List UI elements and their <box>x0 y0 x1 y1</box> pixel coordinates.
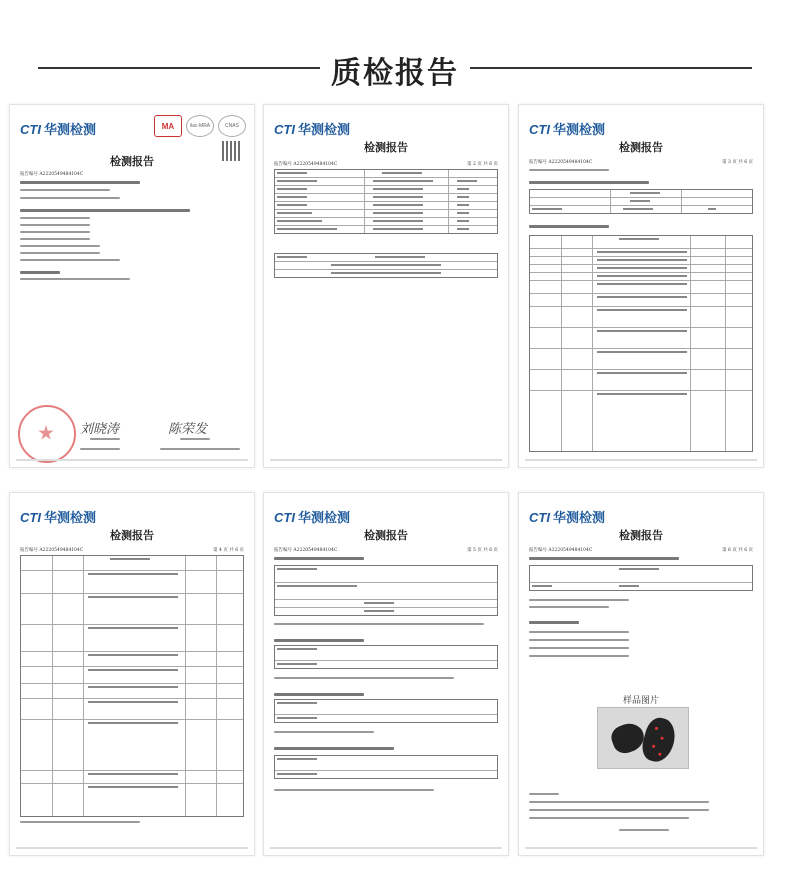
cti-logo: CTI 华测检测 <box>529 510 605 525</box>
report-title: 检测报告 <box>364 141 408 154</box>
section-header <box>0 40 790 90</box>
page-footer <box>525 847 757 849</box>
report-title: 检测报告 <box>619 141 663 154</box>
page-footer <box>525 459 757 461</box>
text-line <box>180 438 210 440</box>
ilac-mark-icon: ilac-MRA <box>186 115 214 137</box>
page-footer <box>16 459 248 461</box>
shoe-image <box>639 715 679 765</box>
text-line <box>20 238 90 240</box>
report-page-3 <box>518 104 764 468</box>
text-line <box>20 271 60 274</box>
results-table <box>274 565 498 616</box>
cti-logo: CTI 华测检测 <box>20 510 96 525</box>
text-line <box>274 623 484 625</box>
header-divider-left <box>38 67 320 69</box>
label-table <box>20 555 244 817</box>
text-line <box>80 448 120 450</box>
report-title: 检测报告 <box>110 529 154 542</box>
report-meta: 报告编号 A2220549484104C 第 4 页 共 6 页 <box>20 548 244 553</box>
section-title: 质检报告 <box>331 56 459 91</box>
qr-code-icon <box>222 141 242 161</box>
cti-logo: CTI 华测检测 <box>529 122 605 137</box>
report-meta: 报告编号 A2220549484104C 第 2 页 共 6 页 <box>274 162 498 167</box>
conclusion-table <box>274 253 498 278</box>
page-footer <box>270 847 502 849</box>
results-table <box>529 565 753 591</box>
cma-mark-icon: MA <box>154 115 182 137</box>
report-meta: 报告编号 A2220549484104C <box>20 172 84 177</box>
report-title: 检测报告 <box>619 529 663 542</box>
sample-photo <box>597 707 689 769</box>
report-title: 检测报告 <box>364 529 408 542</box>
results-table <box>274 699 498 723</box>
cti-logo: CTI 华测检测 <box>274 122 350 137</box>
text-line <box>274 747 394 750</box>
text-line <box>529 631 629 633</box>
report-page-5 <box>263 492 509 856</box>
text-line <box>529 817 689 819</box>
text-line <box>20 189 110 191</box>
official-seal-icon <box>18 405 76 463</box>
text-line <box>274 731 374 733</box>
report-page-2 <box>263 104 509 468</box>
report-page-1 <box>9 104 255 468</box>
cnas-mark-icon: CNAS <box>218 115 246 137</box>
text-line <box>20 217 90 219</box>
text-line <box>274 789 434 791</box>
text-line <box>529 647 629 649</box>
text-line <box>274 557 364 560</box>
page-footer <box>270 459 502 461</box>
text-line <box>20 259 120 261</box>
text-line <box>619 829 669 831</box>
text-line <box>274 639 364 642</box>
sample-photo-title: 样品图片 <box>622 696 659 706</box>
page-footer <box>16 847 248 849</box>
label-table <box>529 235 753 452</box>
report-page-4 <box>9 492 255 856</box>
text-line <box>20 278 130 280</box>
text-line <box>529 655 629 657</box>
signature-right: 陈荣发 <box>168 422 208 437</box>
report-meta: 报告编号 A2220549484104C 第 6 页 共 6 页 <box>529 548 753 553</box>
signature-left: 刘晓涛 <box>80 422 120 437</box>
accreditation-marks <box>154 115 246 137</box>
text-line <box>274 677 454 679</box>
results-table <box>274 755 498 779</box>
text-line <box>529 793 559 795</box>
results-table <box>529 189 753 214</box>
text-line <box>529 557 679 560</box>
report-meta: 报告编号 A2220549484104C 第 3 页 共 6 页 <box>529 160 753 165</box>
text-line <box>160 448 240 450</box>
text-line <box>529 809 709 811</box>
text-line <box>20 821 140 823</box>
text-line <box>529 639 629 641</box>
cti-logo: CTI 华测检测 <box>20 122 96 137</box>
cti-logo: CTI 华测检测 <box>274 510 350 525</box>
text-line <box>20 252 100 254</box>
text-line <box>529 599 629 601</box>
text-line <box>20 245 100 247</box>
report-title: 检测报告 <box>110 155 154 168</box>
results-table <box>274 645 498 669</box>
text-line <box>20 197 120 199</box>
report-meta: 报告编号 A2220549484104C 第 5 页 共 6 页 <box>274 548 498 553</box>
text-line <box>529 621 579 624</box>
text-line <box>529 801 709 803</box>
text-line <box>274 693 364 696</box>
results-table <box>274 169 498 234</box>
header-divider-right <box>470 67 752 69</box>
text-line <box>20 231 90 233</box>
report-page-6 <box>518 492 764 856</box>
text-line <box>529 225 609 228</box>
text-line <box>20 209 190 212</box>
text-line <box>529 606 609 608</box>
text-line <box>90 438 120 440</box>
text-line <box>529 169 609 171</box>
text-line <box>529 181 649 184</box>
text-line <box>20 181 140 184</box>
text-line <box>20 224 90 226</box>
